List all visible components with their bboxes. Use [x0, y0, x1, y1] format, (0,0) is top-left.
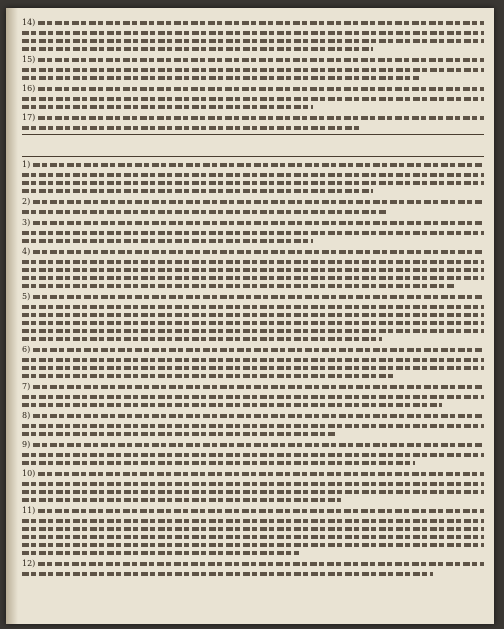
- text-line: [22, 76, 419, 80]
- text-line: [33, 200, 484, 204]
- text-line: [22, 432, 336, 436]
- text-line: [22, 321, 484, 325]
- notice-number: 17): [22, 113, 36, 122]
- text-line: [33, 221, 484, 225]
- notice-first-line: [22, 345, 484, 354]
- notice-number: 4): [22, 247, 31, 256]
- text-line: [22, 490, 484, 494]
- text-line: [22, 535, 484, 539]
- text-line: [22, 189, 373, 193]
- notice-first-line: [22, 292, 484, 301]
- notice-first-line: [22, 113, 484, 122]
- text-body: [22, 18, 484, 580]
- notice-first-line: [22, 469, 484, 478]
- notice-first-line: [22, 440, 484, 449]
- text-line: [22, 313, 484, 317]
- text-line: [22, 181, 484, 185]
- notice-paragraph: [22, 559, 484, 576]
- notice-paragraph: [22, 197, 484, 214]
- text-line: [22, 543, 484, 547]
- text-line: [22, 105, 313, 109]
- text-line: [38, 472, 484, 476]
- text-line: [22, 68, 484, 72]
- notice-first-line: [22, 84, 484, 93]
- text-line: [22, 366, 484, 370]
- text-line: [22, 482, 484, 486]
- text-line: [22, 403, 442, 407]
- notice-number: 1): [22, 160, 31, 169]
- top-notices: [22, 18, 484, 130]
- notice-number: 9): [22, 440, 31, 449]
- notice-first-line: [22, 197, 484, 206]
- notice-number: 2): [22, 197, 31, 206]
- text-line: [38, 509, 484, 513]
- text-line: [22, 284, 456, 288]
- text-line: [22, 31, 484, 35]
- text-line: [22, 519, 484, 523]
- text-line: [38, 116, 484, 120]
- text-line: [33, 414, 484, 418]
- notice-number: 12): [22, 559, 36, 568]
- notice-first-line: [22, 506, 484, 515]
- notice-paragraph: [22, 84, 484, 109]
- heading-rule: [22, 156, 484, 157]
- text-line: [22, 239, 313, 243]
- notice-paragraph: [22, 18, 484, 51]
- text-line: [33, 443, 484, 447]
- text-line: [38, 58, 484, 62]
- text-line: [33, 348, 484, 352]
- text-line: [22, 551, 299, 555]
- notice-number: 8): [22, 411, 31, 420]
- text-line: [22, 173, 484, 177]
- notice-first-line: [22, 382, 484, 391]
- notice-paragraph: [22, 440, 484, 465]
- text-line: [22, 453, 484, 457]
- document-page: [6, 8, 494, 624]
- notice-paragraph: [22, 411, 484, 436]
- section-heading: [22, 139, 484, 153]
- text-line: [22, 358, 484, 362]
- notice-paragraph: [22, 160, 484, 193]
- text-line: [33, 385, 484, 389]
- notice-first-line: [22, 160, 484, 169]
- notice-paragraph: [22, 218, 484, 243]
- text-line: [22, 374, 396, 378]
- text-line: [22, 210, 387, 214]
- notice-first-line: [22, 218, 484, 227]
- notice-number: 10): [22, 469, 36, 478]
- text-line: [22, 260, 484, 264]
- notice-paragraph: [22, 292, 484, 341]
- notice-first-line: [22, 411, 484, 420]
- text-line: [22, 424, 484, 428]
- notice-first-line: [22, 55, 484, 64]
- text-line: [22, 498, 341, 502]
- notice-paragraph: [22, 382, 484, 407]
- notice-number: 16): [22, 84, 36, 93]
- text-line: [38, 87, 484, 91]
- text-line: [22, 276, 484, 280]
- notice-paragraph: [22, 247, 484, 288]
- text-line: [38, 21, 484, 25]
- text-line: [22, 97, 484, 101]
- text-line: [22, 395, 484, 399]
- notice-number: 14): [22, 18, 36, 27]
- section-rule: [22, 134, 484, 135]
- notice-number: 6): [22, 345, 31, 354]
- notice-first-line: [22, 559, 484, 568]
- bottom-notices: [22, 160, 484, 576]
- text-line: [22, 461, 415, 465]
- text-line: [22, 126, 359, 130]
- text-line: [22, 39, 484, 43]
- text-line: [22, 572, 433, 576]
- text-line: [22, 527, 484, 531]
- notice-paragraph: [22, 55, 484, 80]
- text-line: [22, 305, 484, 309]
- notice-number: 7): [22, 382, 31, 391]
- notice-paragraph: [22, 113, 484, 130]
- text-line: [33, 250, 484, 254]
- notice-paragraph: [22, 345, 484, 378]
- text-line: [22, 268, 484, 272]
- notice-number: 3): [22, 218, 31, 227]
- text-line: [22, 47, 373, 51]
- notice-number: 11): [22, 506, 36, 515]
- text-line: [33, 163, 484, 167]
- notice-paragraph: [22, 506, 484, 555]
- text-line: [22, 231, 484, 235]
- text-line: [38, 562, 484, 566]
- notice-first-line: [22, 18, 484, 27]
- page-gutter: [6, 8, 18, 624]
- text-line: [22, 329, 484, 333]
- notice-number: 5): [22, 292, 31, 301]
- notice-number: 15): [22, 55, 36, 64]
- text-line: [33, 295, 484, 299]
- text-line: [22, 337, 382, 341]
- notice-paragraph: [22, 469, 484, 502]
- notice-first-line: [22, 247, 484, 256]
